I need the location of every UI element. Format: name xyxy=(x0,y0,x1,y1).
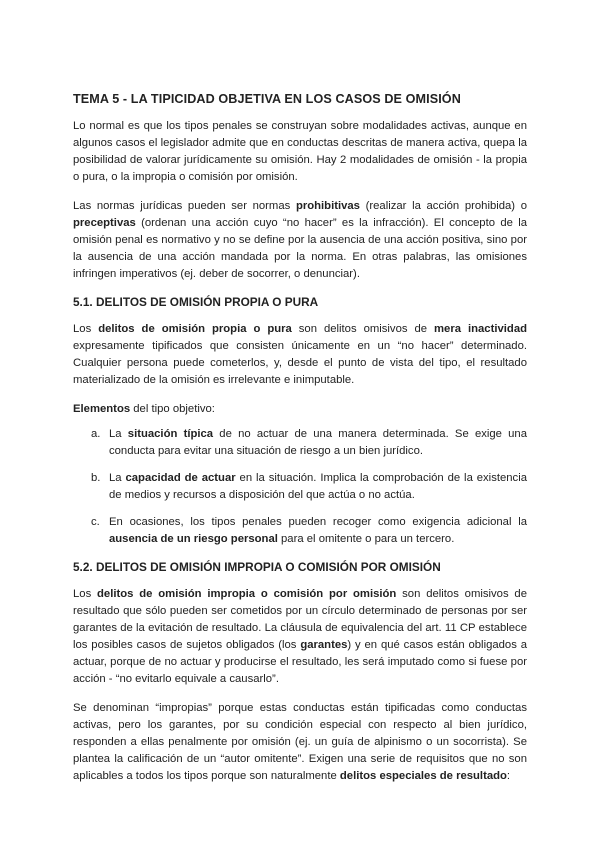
bold-term: delitos de omisión propia o pura xyxy=(98,323,292,335)
text: son delitos omisivos de xyxy=(291,323,435,335)
text: de no actuar de una manera determinada. Se exige una conducta para evitar una situación de riesgo a un bien jurídico. xyxy=(109,428,528,457)
bold-term: garantes xyxy=(300,639,348,651)
bold-term: situación típica xyxy=(127,428,214,440)
bold-term: capacidad de actuar xyxy=(125,472,236,484)
elements-intro xyxy=(73,401,527,418)
text: (realizar la acción prohibida) o xyxy=(359,200,528,212)
bold-term: preceptivas xyxy=(73,217,136,229)
section-5-2-paragraph-2 xyxy=(73,700,527,785)
section-5-2-paragraph-1 xyxy=(73,586,527,688)
text: expresamente tipificados que consisten únicamente en un “no hacer” determinado. Cualquier persona puede cometerlos, y, desde el punto de vista del tipo, el resultado materializado de la omisión es irrelevante e inimputable. xyxy=(73,340,527,386)
elements-list xyxy=(73,426,527,548)
bold-term: delitos de omisión impropia o comisión por omisión xyxy=(97,588,397,600)
text: ) y en qué casos están obligados a actuar, porque de no actuar y producirse el resultado, les será imputado como si fuese por acción - “no evitarlo equivale a causarlo”. xyxy=(73,639,527,685)
text: del tipo objetivo: xyxy=(130,403,215,415)
bold-term: Elementos xyxy=(73,403,131,415)
text: en la situación. Implica la comprobación de la existencia de medios y recursos a disposición del que actúa o no actúa. xyxy=(109,472,527,501)
list-marker: b. xyxy=(91,472,101,484)
text: Las normas jurídicas pueden ser normas xyxy=(73,200,296,212)
text: para el omitente o para un tercero. xyxy=(277,533,455,545)
text: : xyxy=(506,770,511,782)
bold-term: prohibitivas xyxy=(295,200,360,212)
list-marker: c. xyxy=(91,516,100,528)
text: Los xyxy=(73,323,99,335)
page-title: TEMA 5 - LA TIPICIDAD OBJETIVA EN LOS CASOS DE OMISIÓN xyxy=(73,92,461,106)
section-heading-5-2: 5.2. DELITOS DE OMISIÓN IMPROPIA O COMISIÓN POR OMISIÓN xyxy=(73,560,441,574)
section-5-1-paragraph xyxy=(73,321,527,389)
list-item xyxy=(73,470,527,504)
intro-paragraph: Lo normal es que los tipos penales se construyan sobre modalidades activas, aunque en algunos casos el legislador admite que en conductas descritas de manera activa, quepa la posibilidad de valorar jurídicamente su omisión. Hay 2 modalidades de omisión - la propia o pura, o la impropia o comisión por omisión. xyxy=(73,120,527,183)
list-item xyxy=(73,514,527,548)
bold-term: mera inactividad xyxy=(434,323,527,335)
text: La xyxy=(109,428,128,440)
text: son delitos omisivos de resultado que sólo pueden ser cometidos por un círculo determinado de personas por ser garantes de la evitación de resultado. La cláusula de equivalencia del art. 11 CP establece los posibles casos de sujetos obligados (los xyxy=(73,588,527,651)
text: Se denominan “impropias” porque estas conductas están tipificadas como conductas activas, pero los garantes, por su condición especial con respecto al bien jurídico, responden a ellas penalmente por omisión (ej. un guía de alpinismo o un socorrista). Se plantea la calificación de un “autor omitente”. Exigen una serie de requisitos que no son aplicables a todos los tipos porque son naturalmente xyxy=(73,702,527,782)
text: Los xyxy=(73,588,98,600)
bold-term: delitos especiales de resultado xyxy=(339,770,507,782)
section-heading-5-1: 5.1. DELITOS DE OMISIÓN PROPIA O PURA xyxy=(73,295,319,309)
text: En ocasiones, los tipos penales pueden recoger como exigencia adicional la xyxy=(109,516,527,528)
list-marker: a. xyxy=(91,428,101,440)
bold-term: ausencia de un riesgo personal xyxy=(109,533,278,545)
text: (ordenan una acción cuyo “no hacer” es la infracción). El concepto de la omisión penal es normativo y no se define por la ausencia de una acción positiva, sino por la ausencia de una acción mandada por la norma. En otras palabras, las omisiones infringen imperativos (ej. deber de socorrer, o denunciar). xyxy=(73,217,527,280)
text: La xyxy=(109,472,126,484)
norms-paragraph xyxy=(73,198,527,283)
list-item xyxy=(73,426,527,460)
